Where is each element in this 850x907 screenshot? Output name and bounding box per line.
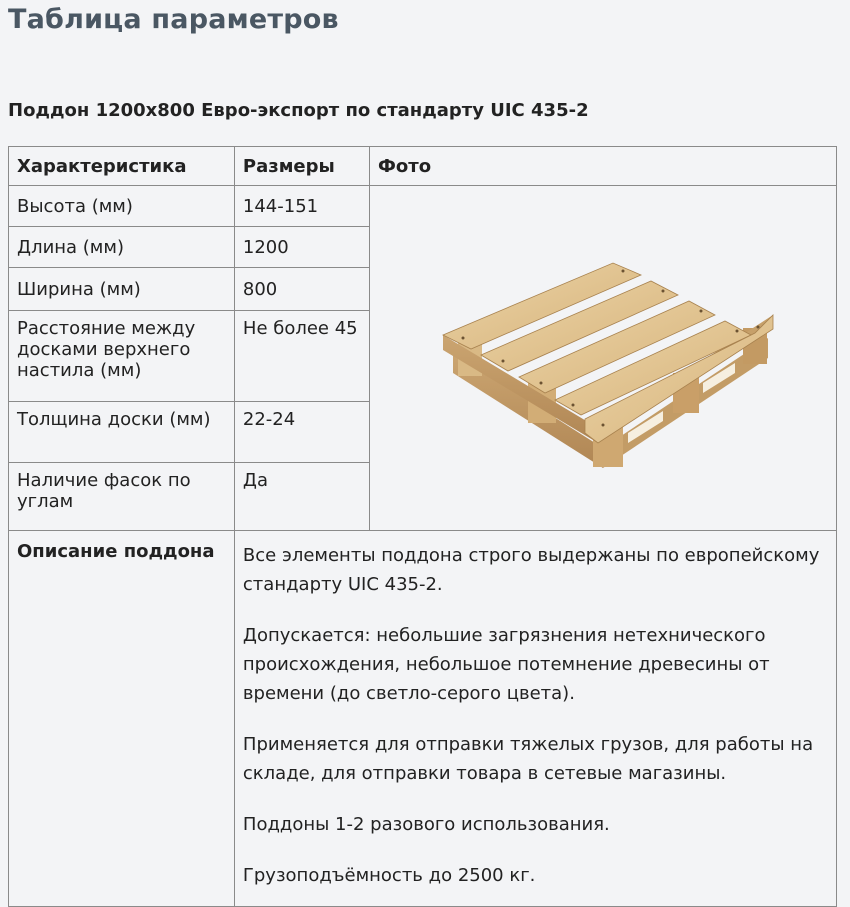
row-value-chamfers: Да	[234, 463, 369, 531]
row-value-length: 1200	[234, 227, 369, 268]
description-paragraph: Поддоны 1-2 разового использования.	[242, 814, 610, 835]
description-paragraph: Грузоподъёмность до 2500 кг.	[242, 865, 536, 886]
row-label-board-gap: Расстояние между досками верхнего настила (мм)	[9, 311, 235, 402]
description-text	[234, 531, 836, 907]
row-value-board-thickness: 22-24	[234, 402, 369, 463]
description-paragraph: Допускается: небольшие загрязнения нетехнического происхождения, небольшое потемнение древесины от времени (до светло-серого цвета).	[242, 625, 770, 704]
page-subtitle: Поддон 1200x800 Евро-экспорт по стандарту UIC 435-2	[8, 100, 589, 121]
header-photo: Фото	[370, 147, 837, 186]
photo-cell	[370, 186, 837, 531]
row-value-height: 144-151	[234, 186, 369, 227]
parameters-table	[8, 146, 837, 907]
header-characteristic: Характеристика	[9, 147, 235, 186]
table-header-row	[9, 147, 837, 186]
description-label: Описание поддона	[9, 531, 235, 907]
row-label-chamfers: Наличие фасок по углам	[9, 463, 235, 531]
row-label-board-thickness: Толщина доски (мм)	[9, 402, 235, 463]
description-paragraph: Все элементы поддона строго выдержаны по европейскому стандарту UIC 435-2.	[242, 545, 820, 595]
header-dimensions: Размеры	[234, 147, 369, 186]
row-label-length: Длина (мм)	[9, 227, 235, 268]
row-value-width: 800	[234, 268, 369, 311]
wooden-pallet-image	[413, 243, 793, 473]
description-row	[9, 531, 837, 907]
page-title: Таблица параметров	[8, 4, 339, 35]
description-paragraph: Применяется для отправки тяжелых грузов, для работы на складе, для отправки товара в сетевые магазины.	[242, 734, 814, 784]
row-value-board-gap: Не более 45	[234, 311, 369, 402]
row-label-width: Ширина (мм)	[9, 268, 235, 311]
table-row	[9, 186, 837, 227]
row-label-height: Высота (мм)	[9, 186, 235, 227]
